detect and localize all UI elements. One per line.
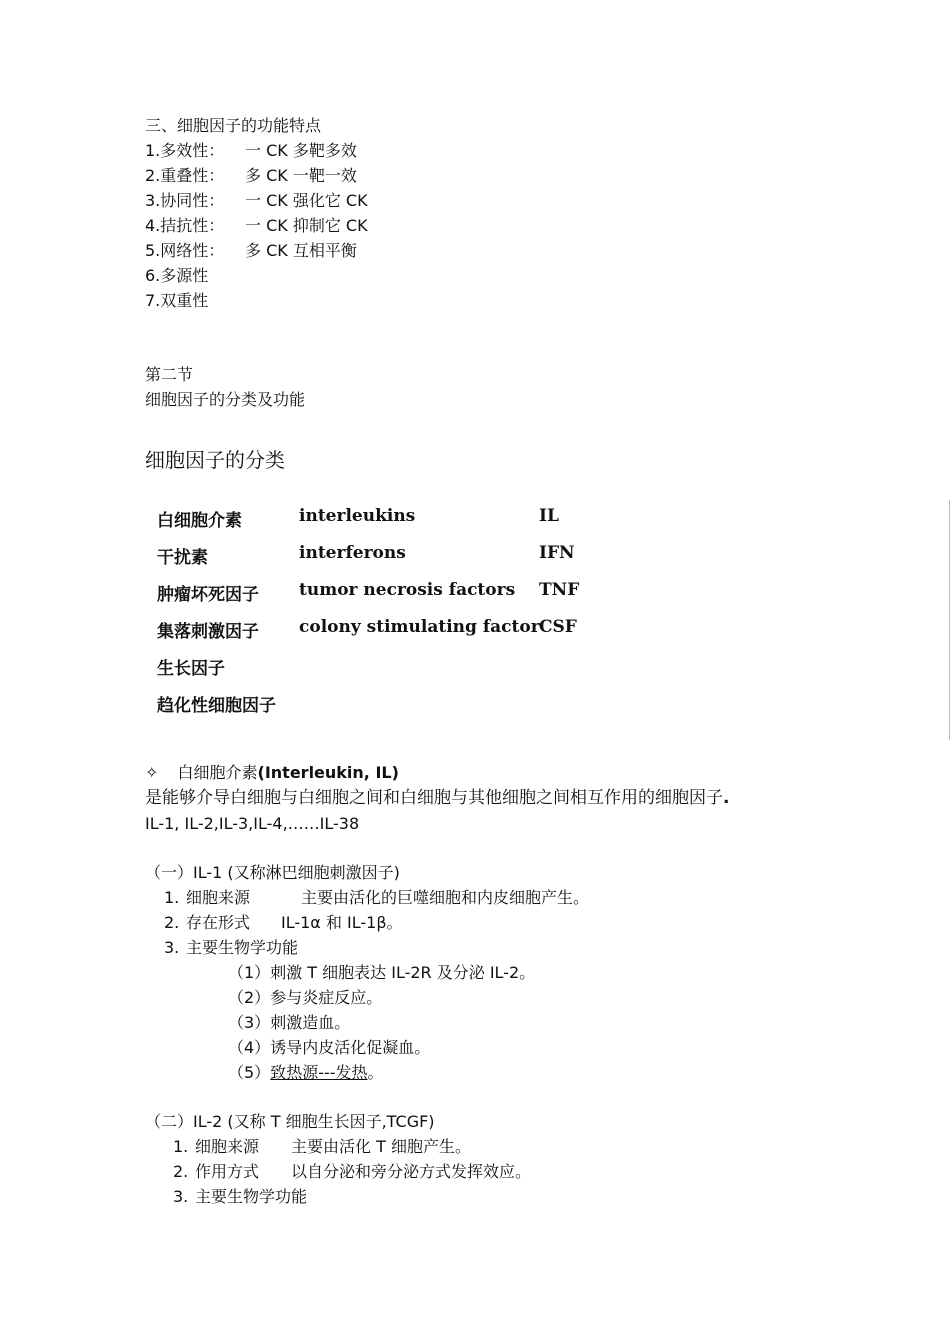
il-list: IL-1, IL-2,IL-3,IL-4,……IL-38	[145, 814, 360, 833]
feature-desc: 多 CK 一靶一效	[245, 166, 357, 185]
function-number: （5）	[228, 1063, 271, 1082]
feature-label: 5.网络性：	[145, 241, 225, 260]
item-label: 细胞来源	[186, 888, 251, 907]
item-number: 1.	[164, 888, 180, 907]
class-zh: 生长因子	[157, 659, 225, 679]
classification-row	[157, 543, 597, 569]
feature-label: 3.协同性：	[145, 191, 225, 210]
classification-row	[157, 506, 597, 532]
class-en: interleukins	[299, 506, 416, 526]
il-definition	[145, 786, 729, 810]
feature-label: 1.多效性：	[145, 141, 225, 160]
class-zh: 肿瘤坏死因子	[157, 585, 259, 605]
class-zh: 白细胞介素	[157, 511, 242, 531]
classification-table	[157, 506, 597, 736]
feature-label: 4.拮抗性：	[145, 216, 225, 235]
classification-row	[157, 617, 597, 643]
feature-item	[145, 239, 357, 263]
item-label: 主要生物学功能	[195, 1187, 308, 1206]
il2-heading	[145, 1110, 435, 1134]
il-definition-end: .	[723, 788, 730, 808]
class-zh: 集落刺激因子	[157, 622, 259, 642]
diamond-bullet-icon: ✧	[145, 763, 159, 782]
feature-item	[145, 264, 208, 288]
function-text: 刺激 T 细胞表达 IL-2R 及分泌 IL-2。	[270, 963, 536, 982]
function-text: 参与炎症反应。	[270, 988, 383, 1007]
il1-function	[228, 1061, 384, 1085]
il1-item	[164, 886, 589, 910]
feature-item	[145, 214, 368, 238]
item-number: 3.	[173, 1187, 189, 1206]
il1-heading	[145, 861, 400, 885]
feature-desc: 一 CK 强化它 CK	[245, 191, 368, 210]
function-number: （1）	[228, 963, 271, 982]
classification-row	[157, 654, 597, 680]
classification-row	[157, 691, 597, 717]
feature-desc: 一 CK 抑制它 CK	[245, 216, 368, 235]
feature-item	[145, 139, 357, 163]
item-label: 作用方式	[195, 1162, 260, 1181]
il1-function	[228, 961, 535, 985]
il2-heading-text: IL-2 (又称 T 细胞生长因子,TCGF)	[193, 1112, 435, 1131]
item-number: 3.	[164, 938, 180, 957]
feature-desc: 一 CK 多靶多效	[245, 141, 357, 160]
feature-item	[145, 189, 368, 213]
il2-item	[173, 1135, 471, 1159]
il2-item	[173, 1160, 531, 1184]
function-text-underlined: 致热源---发热	[270, 1063, 368, 1082]
class-abbr: TNF	[539, 580, 580, 600]
class-zh: 干扰素	[157, 548, 208, 568]
il2-item	[173, 1185, 307, 1209]
function-number: （4）	[228, 1038, 271, 1057]
class-abbr: CSF	[539, 617, 577, 637]
item-text: 主要由活化 T 细胞产生。	[291, 1137, 471, 1156]
item-text: 以自分泌和旁分泌方式发挥效应。	[291, 1162, 532, 1181]
item-text: IL-1α 和 IL-1β。	[281, 913, 403, 932]
item-number: 2.	[173, 1162, 189, 1181]
item-label: 主要生物学功能	[186, 938, 299, 957]
function-text-end: 。	[367, 1063, 384, 1082]
il1-heading-prefix: （一）	[145, 863, 194, 882]
class-en: colony stimulating factor	[299, 617, 540, 637]
il1-item	[164, 911, 403, 935]
il2-heading-prefix: （二）	[145, 1112, 194, 1131]
feature-item	[145, 289, 208, 313]
feature-label: 2.重叠性：	[145, 166, 225, 185]
classification-row	[157, 580, 597, 606]
il-heading	[145, 761, 399, 785]
il1-function	[228, 1036, 430, 1060]
function-number: （3）	[228, 1013, 271, 1032]
function-text: 诱导内皮活化促凝血。	[270, 1038, 431, 1057]
il-title-zh: 白细胞介素	[177, 763, 258, 782]
section-label: 第二节	[145, 365, 194, 384]
il1-item	[164, 936, 298, 960]
item-number: 1.	[173, 1137, 189, 1156]
section-title-functional-features: 三、细胞因子的功能特点	[145, 116, 322, 135]
il1-function	[228, 986, 382, 1010]
feature-label: 7.双重性	[145, 291, 209, 310]
item-text: 主要由活化的巨噬细胞和内皮细胞产生。	[301, 888, 590, 907]
function-text: 刺激造血。	[270, 1013, 351, 1032]
section-title: 细胞因子的分类及功能	[145, 390, 306, 409]
class-en: interferons	[299, 543, 406, 563]
item-label: 细胞来源	[195, 1137, 260, 1156]
il1-function	[228, 1011, 350, 1035]
function-number: （2）	[228, 988, 271, 1007]
class-abbr: IFN	[539, 543, 575, 563]
feature-desc: 多 CK 互相平衡	[245, 241, 357, 260]
class-en: tumor necrosis factors	[299, 580, 516, 600]
il-title-en: (Interleukin, IL)	[257, 763, 399, 782]
item-number: 2.	[164, 913, 180, 932]
item-label: 存在形式	[186, 913, 251, 932]
class-abbr: IL	[539, 506, 559, 526]
il1-heading-text: IL-1 (又称淋巴细胞刺激因子)	[193, 863, 400, 882]
feature-label: 6.多源性	[145, 266, 209, 285]
feature-item	[145, 164, 357, 188]
il-definition-text: 是能够介导白细胞与白细胞之间和白细胞与其他细胞之间相互作用的细胞因子	[145, 788, 723, 808]
classification-heading: 细胞因子的分类	[145, 448, 285, 472]
class-zh: 趋化性细胞因子	[157, 696, 276, 716]
